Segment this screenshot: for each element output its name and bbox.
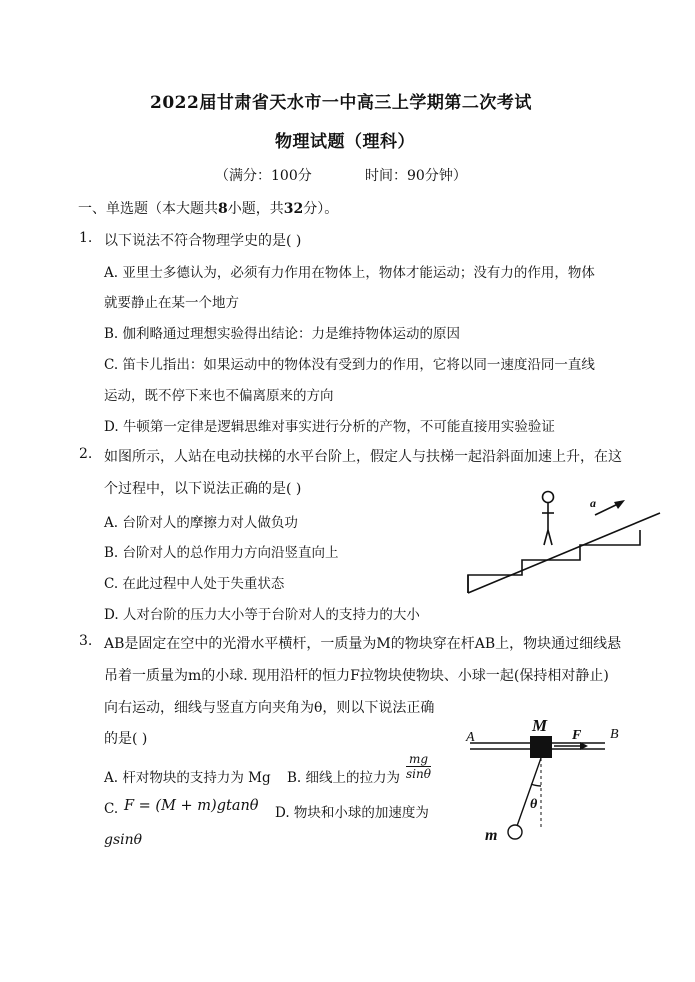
q3-option-c-formula: F = (M + m)gtanθ (124, 798, 259, 814)
rod-block-figure (460, 708, 635, 848)
section-prefix: 一、单选题（本大题共 (78, 201, 218, 217)
q3-option-b-denominator: sinθ (406, 767, 431, 781)
section-mid: 小题，共 (227, 201, 284, 217)
acceleration-arrow-head (614, 500, 625, 509)
q3-option-d: D. 物块和小球的加速度为 (275, 805, 429, 821)
exam-title: 2022届甘肃省天水市一中高三上学期第二次考试 (150, 93, 532, 113)
q1-option-a-line1: A. 亚里士多德认为，必须有力作用在物体上，物体才能运动；没有力的作用，物体 (104, 265, 595, 281)
q1-number: 1. (79, 230, 93, 246)
q3-number: 3. (79, 633, 93, 649)
ball-shape (508, 825, 522, 839)
q3-option-a: A. 杆对物块的支持力为 Mg (104, 770, 271, 786)
escalator-incline-line (468, 513, 660, 593)
q1-option-b: B. 伽利略通过理想实验得出结论：力是维持物体运动的原因 (104, 326, 461, 342)
acceleration-label: a (590, 496, 596, 510)
q2-number: 2. (79, 446, 93, 462)
label-b: B (610, 727, 619, 742)
person-head-shape (543, 492, 554, 503)
section-count: 8 (218, 201, 228, 217)
label-f: F (572, 728, 582, 743)
q3-option-d-line2: gsinθ (104, 832, 143, 848)
label-m-ball: m (485, 827, 498, 844)
q2-stem-line1: 如图所示，人站在电动扶梯的水平台阶上，假定人与扶梯一起沿斜面加速上升，在这 (104, 449, 622, 465)
exam-subtitle: 物理试题（理科） (275, 132, 415, 152)
string-line (517, 758, 541, 826)
q3-stem-line2: 吊着一质量为m的小球. 现用沿杆的恒力F拉物块使物块、小球一起(保持相对静止) (104, 668, 609, 684)
q2-option-b: B. 台阶对人的总作用力方向沿竖直向上 (104, 545, 339, 561)
q1-stem: 以下说法不符合物理学史的是( ) (104, 233, 302, 249)
q3-option-b-numerator: mg (406, 752, 431, 767)
label-m-block: M (532, 716, 548, 735)
q1-option-c-line2: 运动，既不停下来也不偏离原来的方向 (104, 388, 334, 404)
label-theta: θ (530, 797, 538, 812)
q3-stem-line4: 的是( ) (104, 731, 148, 747)
q2-option-c: C. 在此过程中人处于失重状态 (104, 576, 285, 592)
person-right-leg-shape (548, 530, 552, 545)
q2-option-d: D. 人对台阶的压力大小等于台阶对人的支持力的大小 (104, 607, 420, 623)
q3-option-b-fraction (406, 752, 431, 781)
theta-arc (531, 784, 541, 786)
q2-option-a: A. 台阶对人的摩擦力对人做负功 (104, 515, 298, 531)
section-suffix: 分）。 (303, 201, 339, 217)
q2-stem-line2: 个过程中，以下说法正确的是( ) (104, 481, 302, 497)
time-info: 时间：90分钟） (365, 168, 467, 184)
q1-option-d: D. 牛顿第一定律是逻辑思维对事实进行分析的产物，不可能直接用实验验证 (104, 419, 555, 435)
escalator-steps-outline (468, 530, 640, 593)
q3-stem-line1: AB是固定在空中的光滑水平横杆，一质量为M的物块穿在杆AB上，物块通过细线悬 (104, 636, 622, 652)
q1-option-c-line1: C. 笛卡儿指出：如果运动中的物体没有受到力的作用，它将以同一速度沿同一直线 (104, 357, 595, 373)
q1-option-a-line2: 就要静止在某一个地方 (104, 295, 239, 311)
section-points: 32 (283, 201, 304, 217)
escalator-figure (460, 485, 665, 600)
q3-option-c-prefix: C. (104, 801, 119, 817)
q3-option-b-prefix: B. 细线上的拉力为 (287, 770, 401, 786)
section-heading (78, 198, 338, 218)
label-a: A (466, 730, 475, 745)
score-info: （满分：100分 (215, 168, 312, 184)
person-left-leg-shape (544, 530, 548, 545)
block-shape (530, 736, 552, 758)
q3-stem-line3: 向右运动，细线与竖直方向夹角为θ，则以下说法正确 (104, 700, 435, 716)
